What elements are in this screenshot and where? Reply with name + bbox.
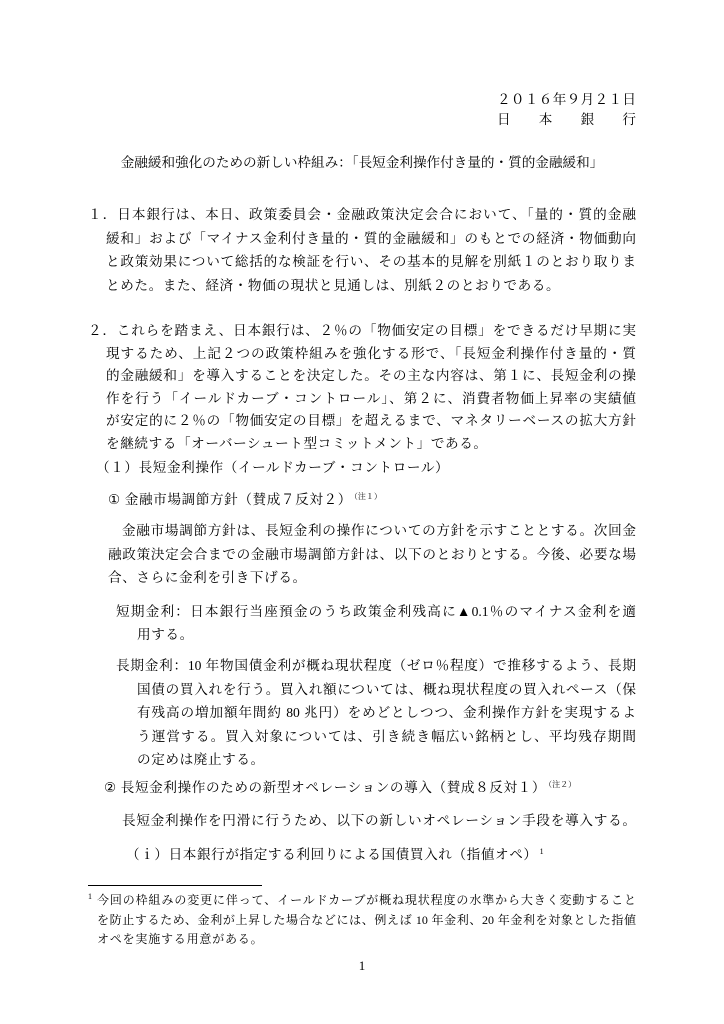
item-1-body xyxy=(108,519,636,590)
footnote xyxy=(97,891,636,950)
item-1-heading-text: 金融市場調節方針（賛成７反対２） xyxy=(124,492,352,507)
document-title: 金融緩和強化のための新しい枠組み：「長短金利操作付き量的・質的金融緩和」 xyxy=(120,155,604,170)
paragraph-1-line-1: １．日本銀行は、本日、政策委員会・金融政策決定会合において、「量的・質的金融 xyxy=(88,207,636,222)
long-term-rate-line-5: の定めは廃止する。 xyxy=(137,752,265,767)
item-2-body-line-1: 長短金利操作を円滑に行うため、以下の新しいオペレーション手段を導入する。 xyxy=(122,813,636,828)
release-date: ２０１６年９月２１日 xyxy=(497,92,636,107)
item-1-body-line-2: 融政策決定会合までの金融市場調節方針は、以下のとおりとする。今後、必要な場 xyxy=(108,546,636,562)
item-2-body xyxy=(122,810,636,832)
footnote-ref-1: 1 xyxy=(539,847,544,856)
long-term-rate-line-1: 長期金利：10 年物国債金利が概ね現状程度（ゼロ％程度）で推移するよう、長期 xyxy=(116,658,636,673)
paragraph-1-line-2: 緩和」および「マイナス金利付き量的・質的金融緩和」のもとでの経済・物価動向 xyxy=(106,230,636,246)
item-2-note-ref: （注２） xyxy=(548,780,577,789)
paragraph-1-line-3: と政策効果について総括的な検証を行い、その基本的見解を別紙１のとおり取りま xyxy=(106,254,636,269)
document-header xyxy=(497,90,636,130)
page-number: 1 xyxy=(358,958,366,973)
long-term-rate-line-4: う運営する。買入対象については、引き続き幅広い銘柄とし、平均残存期間 xyxy=(137,728,636,744)
paragraph-1-line-4: とめた。また、経済・物価の現状と見通しは、別紙２のとおりである。 xyxy=(106,277,561,293)
paragraph-1 xyxy=(88,203,636,297)
footnote-line-3: オペを実施する用意がある。 xyxy=(97,932,264,946)
long-term-rate-block xyxy=(116,654,636,772)
item-1-body-line-1: 金融市場調節方針は、長短金利の操作についての方針を示すこととする。次回金 xyxy=(122,523,636,538)
short-term-rate-line-1: 短期金利：日本銀行当座預金のうち政策金利残高に▲0.1％のマイナス金利を適 xyxy=(116,604,636,619)
item-2-heading xyxy=(104,777,576,799)
long-term-rate-line-3: 有残高の増加額年間約 80 兆円）をめどとしつつ、金利操作方針を実現するよ xyxy=(137,705,636,720)
item-1-body-line-3: 合、さらに金利を引き下げる。 xyxy=(108,570,307,585)
footnote-marker: 1 xyxy=(88,892,92,901)
sub-item-i-text: （ｉ）日本銀行が指定する利回りによる国債買入れ（指値オペ） xyxy=(126,847,538,862)
paragraph-2-line-1: ２．これらを踏まえ、日本銀行は、２％の「物価安定の目標」をできるだけ早期に実 xyxy=(88,323,636,338)
paragraph-2 xyxy=(88,320,636,455)
paragraph-2-line-4: 作を行う「イールドカーブ・コントロール」、第２に、消費者物価上昇率の実績値 xyxy=(106,390,636,406)
item-1-heading xyxy=(108,489,382,511)
short-term-rate-line-2: 用する。 xyxy=(137,626,194,642)
footnote-line-2: を防止するため、金利が上昇した場合などには、例えば 10 年金利、20 年金利を対象とした指値 xyxy=(97,912,636,927)
section-1-heading: （１）長短金利操作（イールドカーブ・コントロール） xyxy=(96,460,450,475)
item-1-marker: ① xyxy=(108,492,121,507)
paragraph-2-line-2: 現するため、上記２つの政策枠組みを強化する形で、「長短金利操作付き量的・質 xyxy=(106,345,636,361)
issuer-name: 日 本 銀 行 xyxy=(497,112,636,127)
item-2-heading-text: 長短金利操作のための新型オペレーションの導入（賛成８反対１） xyxy=(120,780,547,795)
paragraph-2-line-6: を継続する「オーバーシュート型コミットメント」である。 xyxy=(106,435,488,451)
footnote-line-1: 今回の枠組みの変更に伴って、イールドカーブが概ね現状程度の水準から大きく変動すること xyxy=(97,893,636,907)
sub-item-i xyxy=(126,844,544,866)
short-term-rate-block xyxy=(116,601,636,646)
item-1-note-ref: （注１） xyxy=(353,492,382,501)
item-2-marker: ② xyxy=(104,780,117,795)
footnote-separator xyxy=(88,885,262,886)
long-term-rate-line-2: 国債の買入れを行う。買入れ額については、概ね現状程度の買入れペース（保 xyxy=(137,681,636,697)
paragraph-2-line-3: 的金融緩和」を導入することを決定した。その主な内容は、第１に、長短金利の操 xyxy=(106,368,636,383)
paragraph-2-line-5: が安定的に２％の「物価安定の目標」を超えるまで、マネタリーベースの拡大方針 xyxy=(106,413,636,428)
